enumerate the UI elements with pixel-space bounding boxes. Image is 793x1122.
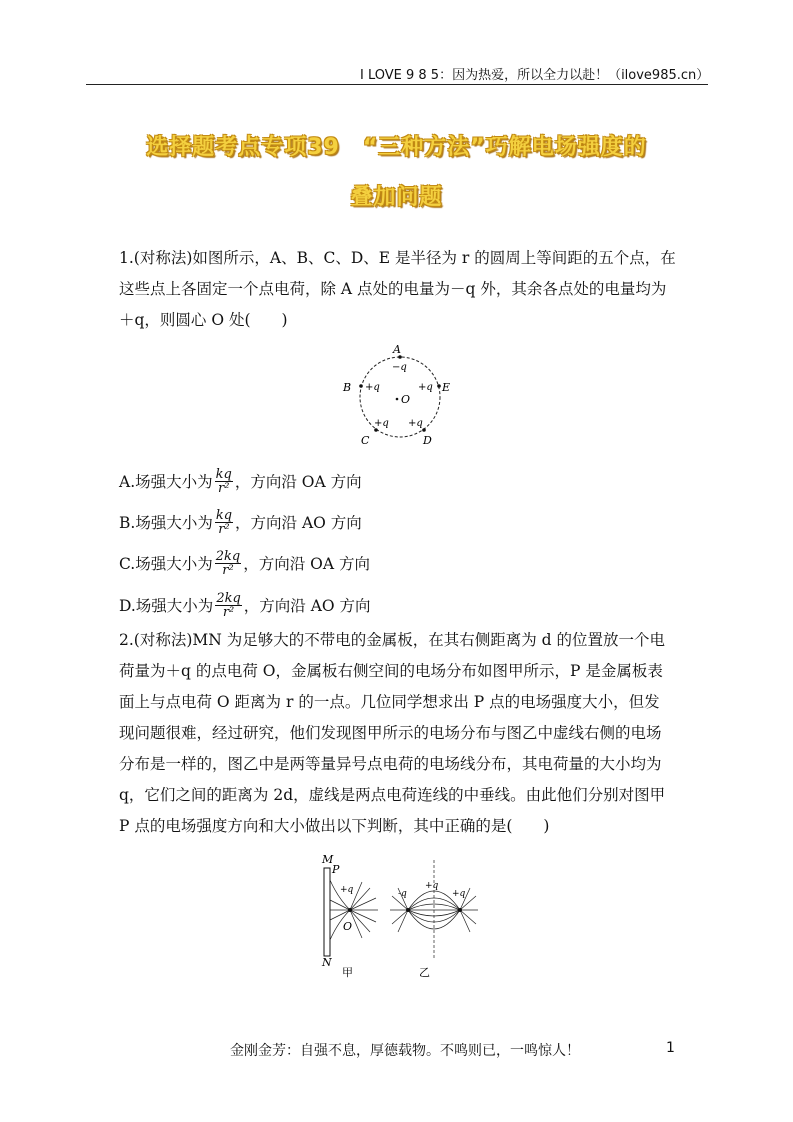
label-E-charge: +q [418,382,433,393]
option-b-suffix: ，方向沿 AO 方向 [235,513,362,532]
question-1-text [119,243,679,336]
option-b-num: kq [215,508,233,523]
label-C-charge: +q [374,418,389,429]
label-D: D [423,434,432,447]
page-number: 1 [666,1040,675,1056]
option-c-num: 2kq [215,549,241,564]
label-P: P [332,863,340,876]
q2-line-6: q，它们之间的距离为 2d，虚线是两点电荷连线的中垂线。由此他们分别对图甲 [119,786,666,804]
option-a-num: kq [215,467,232,482]
option-c-suffix: ，方向沿 OA 方向 [243,554,370,573]
label-E: E [442,381,451,394]
option-c[interactable] [119,550,370,577]
option-a-prefix: A.场强大小为 [119,472,213,491]
q1-line-3: ＋q，则圆心 O 处( ) [119,311,288,329]
title-line-1: 选择题考点专项39 “三种方法”巧解电场强度的 [146,135,647,160]
page-footer: 金刚金芳：自强不息，厚德载物。不鸣则已，一鸣惊人！ [230,1043,580,1059]
option-a-suffix: ，方向沿 OA 方向 [234,472,362,491]
charge-pos [458,908,462,912]
label-M: M [322,853,334,866]
option-b-den: r² [218,522,230,537]
label-C: C [361,434,370,447]
option-a-den: r² [218,481,230,496]
q1-line-2: 这些点上各固定一个点电荷，除 A 点处的电量为－q 外，其余各点处的电量均为 [119,280,667,298]
label-O: O [401,393,411,406]
option-a[interactable] [119,468,362,495]
option-d-fraction [215,592,241,619]
page-header: I LOVE 9 8 5：因为热爱，所以全力以赴！（ilove985.cn） [360,68,710,83]
label-B-charge: +q [365,382,380,393]
q2-line-7: P 点的电场强度方向和大小做出以下判断，其中正确的是( ) [119,817,550,835]
option-c-prefix: C.场强大小为 [119,554,213,573]
option-a-fraction [215,468,233,495]
option-d-den: r² [222,605,235,620]
yi-field-lines [390,860,478,960]
option-b-fraction [215,509,233,536]
label-qa: +q [340,885,354,895]
point-E [437,384,441,388]
point-B [359,384,363,388]
option-d-prefix: D.场强大小为 [119,596,214,615]
q2-line-5: 分布是一样的，图乙中是两等量异号点电荷的电场线分布，其电荷量的大小均为 [119,755,662,773]
option-b-prefix: B.场强大小为 [119,513,213,532]
option-c-fraction [215,550,241,577]
label-O2: O [343,920,353,933]
label-qc: +q [425,881,439,891]
q2-line-2: 荷量为＋q 的点电荷 O，金属板右侧空间的电场分布如图甲所示，P 是金属板表 [119,662,663,680]
question-2-text [119,625,679,842]
option-b[interactable] [119,509,362,536]
label-jia: 甲 [342,966,353,979]
label-D-charge: +q [408,418,423,429]
label-B: B [343,381,352,394]
option-c-den: r² [222,563,234,578]
charge-o [348,908,352,912]
option-d[interactable] [119,592,371,619]
option-d-suffix: ，方向沿 AO 方向 [243,596,371,615]
label-qb: -q [398,889,407,899]
charge-neg [406,908,410,912]
q2-line-1: 2.(对称法)MN 为足够大的不带电的金属板，在其右侧距离为 d 的位置放一个电 [119,631,666,649]
header-rule [86,84,708,85]
q2-line-3: 面上与点电荷 O 距离为 r 的一点。几位同学想求出 P 点的电场强度大小，但发 [119,693,660,711]
label-qd: +q [452,889,466,899]
label-N: N [322,956,332,969]
option-d-num: 2kq [216,591,241,606]
label-neg-q: −q [392,362,407,373]
q1-circle-figure [330,340,470,452]
jia-field-lines [330,880,378,940]
q2-line-4: 现问题很难，经过研究，他们发现图甲所示的电场分布与图乙中虚线右侧的电场 [119,724,662,742]
q1-line-1: 1.(对称法)如图所示，A、B、C、D、E 是半径为 r 的圆周上等间距的五个点，在 [119,249,676,267]
metal-plate [324,868,330,956]
point-O [396,398,399,401]
q2-field-figure [310,850,490,980]
label-yi: 乙 [419,966,430,979]
title-line-2: 叠加问题 [350,185,443,210]
label-A: A [393,343,401,356]
